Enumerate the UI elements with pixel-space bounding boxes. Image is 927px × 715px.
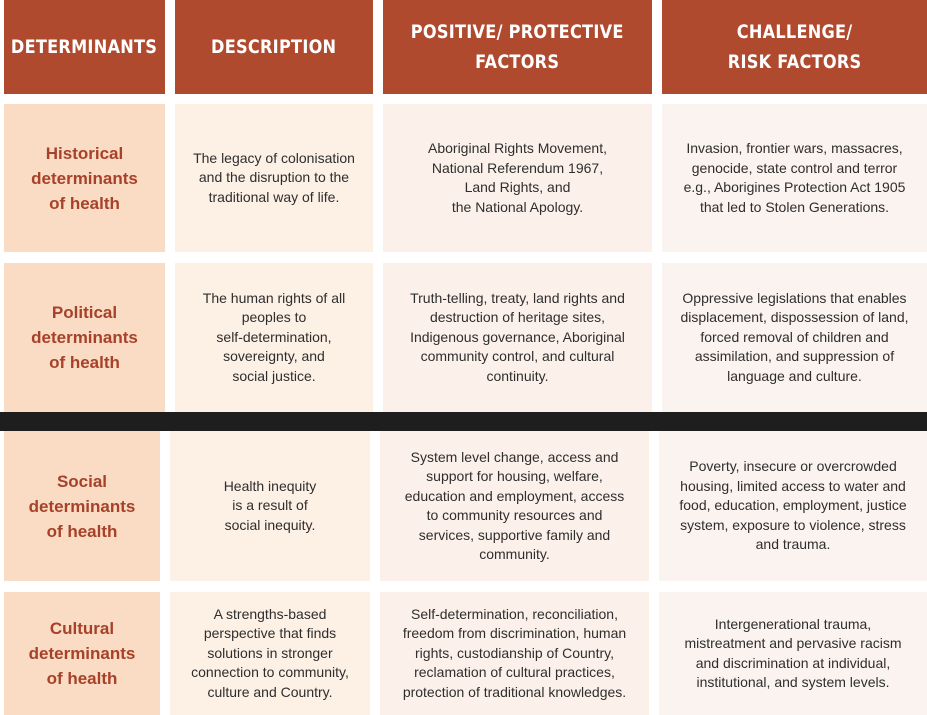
row-political-description: The human rights of all peoples to self-determination, sovereignty, and social justice. xyxy=(175,263,373,412)
header-positive-label: POSITIVE/ PROTECTIVE FACTORS xyxy=(411,21,624,73)
row-political-positive: Truth-telling, treaty, land rights and destruction of heritage sites, Indigenous governance, Aboriginal community control, and cultural continuity. xyxy=(383,263,652,412)
row-social-description: Health inequity is a result of social inequity. xyxy=(170,431,370,581)
header-positive-factors xyxy=(383,0,652,94)
row-cultural-positive: Self-determination, reconciliation, freedom from discrimination, human rights, custodianship of Country, reclamation of cultural practices, protection of traditional knowledges. xyxy=(380,592,649,715)
row-social-determinant: Social determinants of health xyxy=(4,431,160,581)
header-determinants xyxy=(4,0,165,94)
row-political-challenge: Oppressive legislations that enables displacement, dispossession of land, forced removal of children and assimilation, and suppression of language and culture. xyxy=(662,263,927,412)
row-political-determinant: Political determinants of health xyxy=(4,263,165,412)
header-determinants-label: DETERMINANTS xyxy=(11,36,158,58)
row-cultural-description: A strengths-based perspective that finds solutions in stronger connection to community, culture and Country. xyxy=(170,592,370,715)
row-cultural-challenge: Intergenerational trauma, mistreatment and pervasive racism and discrimination at individual, institutional, and system levels. xyxy=(659,592,927,715)
row-cultural-determinant: Cultural determinants of health xyxy=(4,592,160,715)
row-historical-description: The legacy of colonisation and the disruption to the traditional way of life. xyxy=(175,104,373,252)
row-social-challenge: Poverty, insecure or overcrowded housing, limited access to water and food, education, employment, justice system, exposure to violence, stress and trauma. xyxy=(659,431,927,581)
row-historical-challenge: Invasion, frontier wars, massacres, genocide, state control and terror e.g., Aborigines Protection Act 1905 that led to Stolen Generations. xyxy=(662,104,927,252)
header-description xyxy=(175,0,373,94)
row-social-positive: System level change, access and support for housing, welfare, education and employment, access to community resources and services, supportive family and community. xyxy=(380,431,649,581)
row-historical-determinant: Historical determinants of health xyxy=(4,104,165,252)
header-challenge-factors xyxy=(662,0,927,94)
dark-separator-band xyxy=(0,412,927,431)
header-description-label: DESCRIPTION xyxy=(211,36,337,58)
header-challenge-label: CHALLENGE/ RISK FACTORS xyxy=(727,21,862,73)
row-historical-positive: Aboriginal Rights Movement, National Referendum 1967, Land Rights, and the National Apology. xyxy=(383,104,652,252)
